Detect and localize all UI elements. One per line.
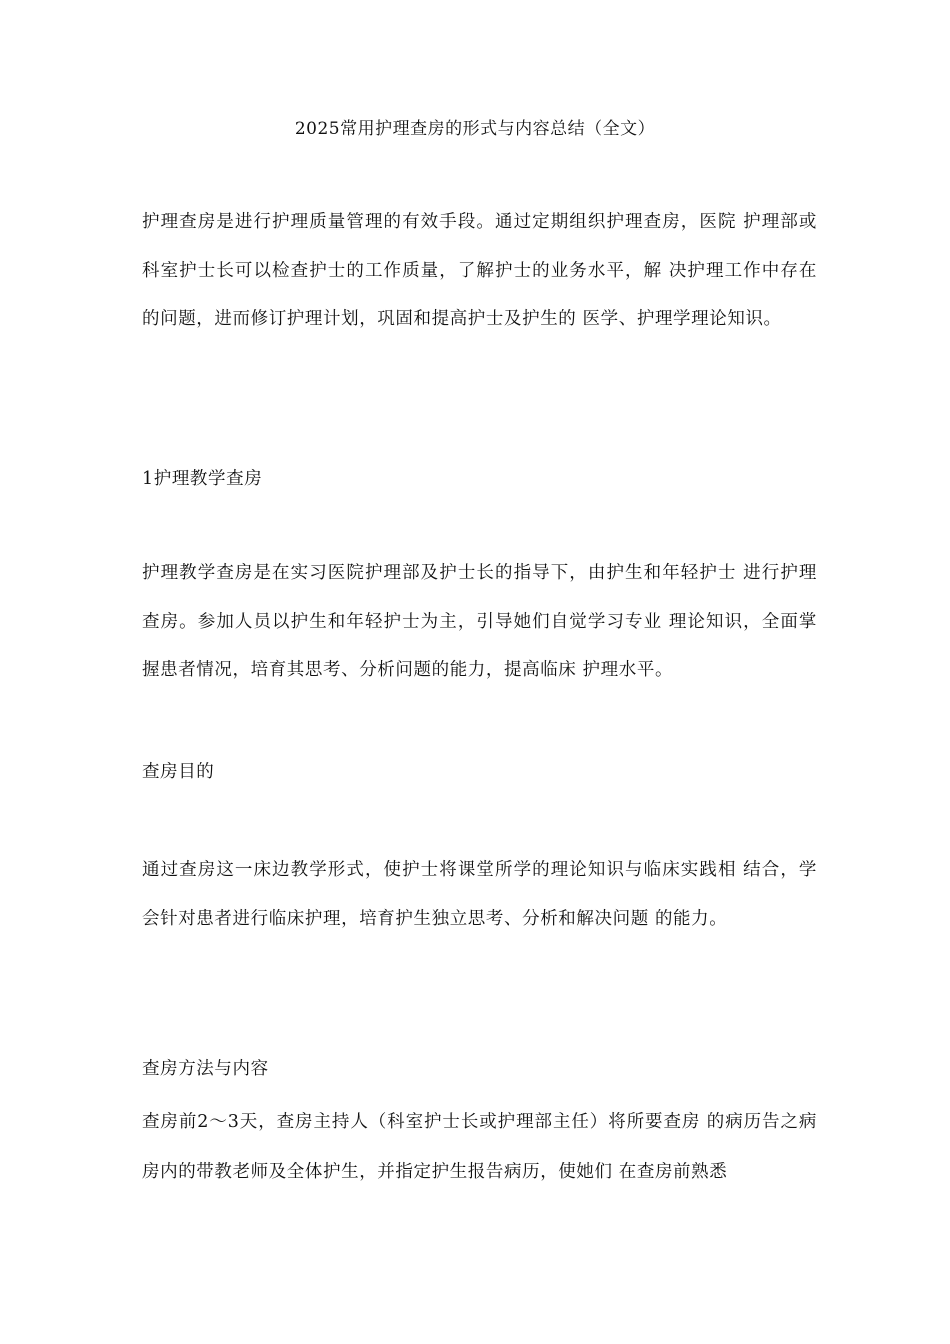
section-heading-method: 查房方法与内容	[142, 1059, 269, 1079]
method-paragraph: 查房前2〜3天，查房主持人（科室护士长或护理部主任）将所要查房 的病历告之病房内的带教老师及全体护生，并指定护生报告病历，使她们 在查房前熟悉	[142, 1112, 817, 1182]
document-title: 2025常用护理查房的形式与内容总结（全文）	[294, 119, 656, 139]
intro-paragraph: 护理查房是进行护理质量管理的有效手段。通过定期组织护理查房，医院 护理部或科室护士长可以检查护士的工作质量，了解护士的业务水平，解 决护理工作中存在的问题，进而修订护理计划，巩固和提高护士及护生的 医学、护理学理论知识。	[142, 212, 817, 329]
purpose-paragraph: 通过查房这一床边教学形式，使护士将课堂所学的理论知识与临床实践相 结合，学会针对患者进行临床护理，培育护生独立思考、分析和解决问题 的能力。	[142, 860, 817, 929]
section-heading-teaching-rounds: 1护理教学查房	[142, 469, 263, 489]
teaching-rounds-paragraph: 护理教学查房是在实习医院护理部及护士长的指导下，由护生和年轻护士 进行护理查房。参加人员以护生和年轻护士为主，引导她们自觉学习专业 理论知识，全面掌握患者情况，培育其思考、分析问题的能力，提高临床 护理水平。	[142, 563, 817, 680]
section-heading-purpose: 查房目的	[142, 762, 215, 782]
